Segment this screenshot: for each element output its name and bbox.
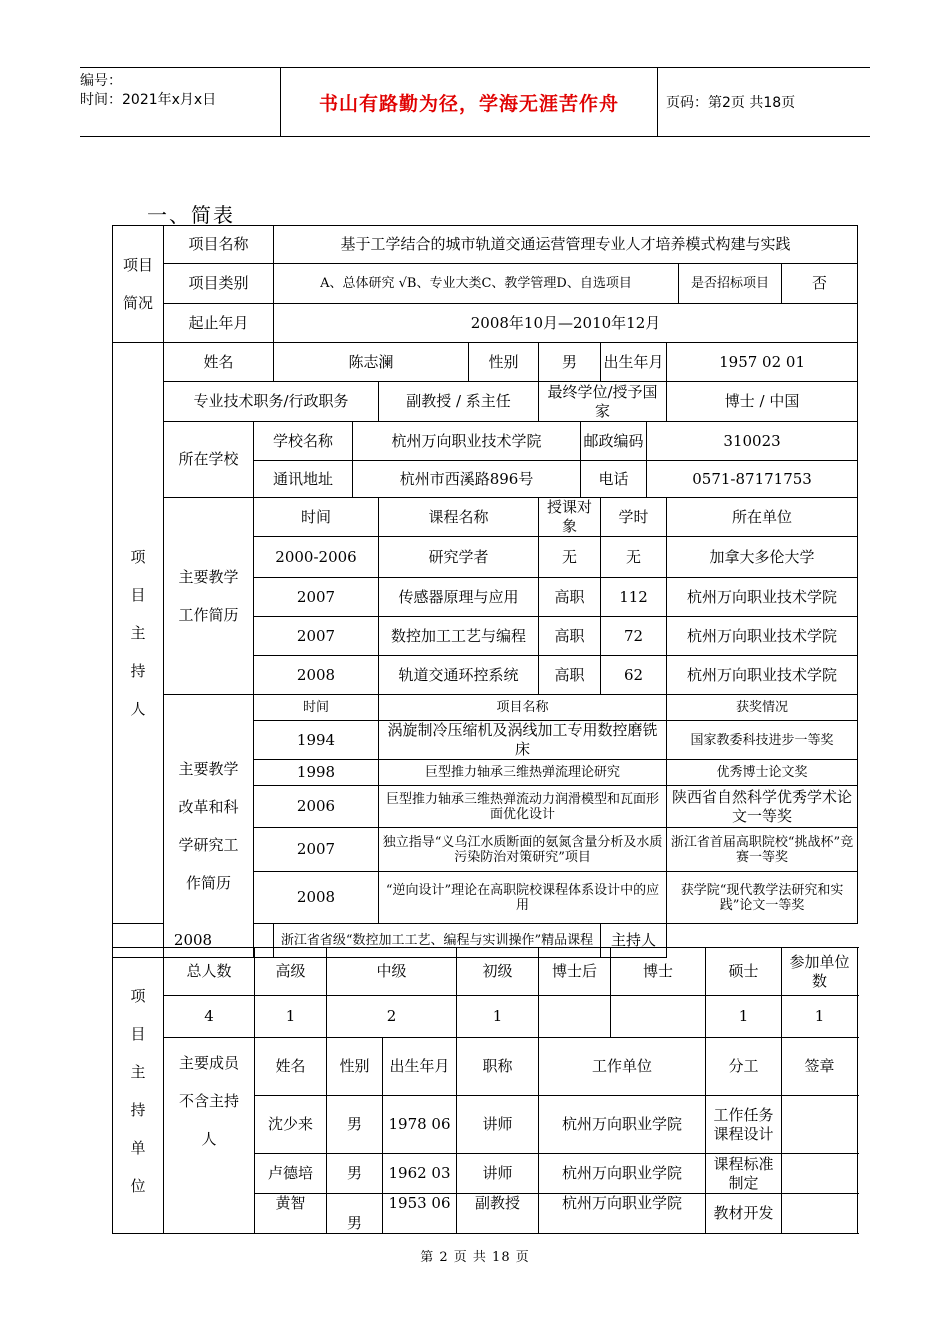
teaching-time: 2008 xyxy=(254,656,379,695)
teaching-course: 传感器原理与应用 xyxy=(379,578,539,617)
member-gender: 男 xyxy=(327,1096,383,1154)
stat-header: 博士 xyxy=(611,948,706,996)
member-birth: 1978 06 xyxy=(383,1096,457,1154)
bid-label: 是否招标项目 xyxy=(679,264,782,304)
teaching-hours: 72 xyxy=(601,617,667,656)
unit-group-label: 项目主持单位 xyxy=(113,948,164,1234)
teaching-time: 2000-2006 xyxy=(254,537,379,578)
research-header-award: 获奖情况 xyxy=(667,695,858,721)
postcode-label: 邮政编码 xyxy=(581,422,647,461)
members-group-label: 主要成员不含主持人 xyxy=(164,1038,255,1234)
project-group-label: 项目 简况 xyxy=(113,226,164,343)
member-title: 副教授 xyxy=(457,1194,539,1234)
time-label: 时间：2021年x月x日 xyxy=(80,92,217,108)
teaching-unit: 杭州万向职业技术学院 xyxy=(667,617,858,656)
teaching-group-label: 主要教学工作简历 xyxy=(164,498,254,695)
teaching-header-course: 课程名称 xyxy=(379,498,539,537)
gender-label: 性别 xyxy=(469,343,539,382)
degree-value: 博士 / 中国 xyxy=(667,382,858,422)
member-role: 工作任务课程设计 xyxy=(706,1096,782,1154)
teaching-header-audience: 授课对象 xyxy=(539,498,601,537)
stat-header: 参加单位数 xyxy=(782,948,858,996)
stat-value: 1 xyxy=(255,996,327,1038)
member-gender: 男 xyxy=(327,1194,383,1234)
address-value: 杭州市西溪路896号 xyxy=(353,461,581,498)
research-award: 国家教委科技进步一等奖 xyxy=(667,721,858,760)
member-name: 卢德培 xyxy=(255,1154,327,1194)
motto: 书山有路勤为径，学海无涯苦作舟 xyxy=(280,68,658,136)
teaching-hours: 62 xyxy=(601,656,667,695)
teaching-audience: 高职 xyxy=(539,617,601,656)
member-gender: 男 xyxy=(327,1154,383,1194)
address-label: 通讯地址 xyxy=(254,461,353,498)
member-birth: 1962 03 xyxy=(383,1154,457,1194)
degree-label: 最终学位/授予国家 xyxy=(539,382,667,422)
project-name-value: 基于工学结合的城市轨道交通运营管理专业人才培养模式构建与实践 xyxy=(274,226,858,264)
teaching-header-unit: 所在单位 xyxy=(667,498,858,537)
research-award: 浙江省首届高职院校“挑战杯”竞赛一等奖 xyxy=(667,828,858,872)
page-header xyxy=(80,67,870,137)
member-role: 课程标准制定 xyxy=(706,1154,782,1194)
member-header-unit: 工作单位 xyxy=(539,1038,706,1096)
section-title: 一、简表 xyxy=(147,203,235,227)
number-label: 编号： xyxy=(80,73,122,89)
stat-header: 中级 xyxy=(327,948,457,996)
research-project: 巨型推力轴承三维热弹流理论研究 xyxy=(379,760,667,786)
school-name-value: 杭州万向职业技术学院 xyxy=(353,422,581,461)
research-time: 2006 xyxy=(254,786,379,828)
project-type-label: 项目类别 xyxy=(164,264,274,304)
stat-value: 4 xyxy=(164,996,255,1038)
teaching-time: 2007 xyxy=(254,578,379,617)
phone-value: 0571-87171753 xyxy=(647,461,858,498)
research-time: 1998 xyxy=(254,760,379,786)
page-info: 页码：第2页 共18页 xyxy=(666,95,796,111)
teaching-course: 研究学者 xyxy=(379,537,539,578)
stat-header: 博士后 xyxy=(539,948,611,996)
period-label: 起止年月 xyxy=(164,304,274,343)
research-award: 优秀博士论文奖 xyxy=(667,760,858,786)
school-group-label: 所在学校 xyxy=(164,422,254,498)
research-time: 1994 xyxy=(254,721,379,760)
member-unit: 杭州万向职业学院 xyxy=(539,1154,706,1194)
member-sign xyxy=(782,1096,858,1154)
member-name: 沈少来 xyxy=(255,1096,327,1154)
research-time: 2008 xyxy=(254,872,379,924)
research-project: 浙江省省级“数控加工工艺、编程与实训操作”精品课程 xyxy=(274,924,601,958)
member-unit: 杭州万向职业学院 xyxy=(539,1096,706,1154)
member-header-role: 分工 xyxy=(706,1038,782,1096)
stat-value xyxy=(539,996,611,1038)
title-value: 副教授 / 系主任 xyxy=(379,382,539,422)
member-header-birth: 出生年月 xyxy=(383,1038,457,1096)
member-header-gender: 性别 xyxy=(327,1038,383,1096)
stat-value: 1 xyxy=(457,996,539,1038)
teaching-header-time: 时间 xyxy=(254,498,379,537)
research-header-time: 时间 xyxy=(254,695,379,721)
stat-header: 高级 xyxy=(255,948,327,996)
teaching-audience: 无 xyxy=(539,537,601,578)
research-project: 巨型推力轴承三维热弹流动力润滑模型和瓦面形面优化设计 xyxy=(379,786,667,828)
research-award: 陕西省自然科学优秀学术论文一等奖 xyxy=(667,786,858,828)
member-sign xyxy=(782,1154,858,1194)
research-award: 获学院“现代教学法研究和实践”论文一等奖 xyxy=(667,872,858,924)
research-project: 涡旋制冷压缩机及涡线加工专用数控磨铣床 xyxy=(379,721,667,760)
host-table xyxy=(112,342,858,958)
teaching-unit: 杭州万向职业技术学院 xyxy=(667,578,858,617)
stat-value: 1 xyxy=(706,996,782,1038)
project-table xyxy=(112,225,858,343)
teaching-unit: 杭州万向职业技术学院 xyxy=(667,656,858,695)
teaching-time: 2007 xyxy=(254,617,379,656)
page-footer: 第 2 页 共 18 页 xyxy=(420,1250,530,1265)
research-project: 独立指导“义乌江水质断面的氨氮含量分析及水质污染防治对策研究”项目 xyxy=(379,828,667,872)
stat-value: 1 xyxy=(782,996,858,1038)
project-type-value: A、总体研究 √B、专业大类C、教学管理D、自选项目 xyxy=(274,264,679,304)
stat-value xyxy=(611,996,706,1038)
phone-label: 电话 xyxy=(581,461,647,498)
member-header-sign: 签章 xyxy=(782,1038,858,1096)
stat-header: 总人数 xyxy=(164,948,255,996)
member-birth: 1953 06 xyxy=(383,1194,457,1234)
gender-value: 男 xyxy=(539,343,601,382)
title-label: 专业技术职务/行政职务 xyxy=(164,382,379,422)
birth-value: 1957 02 01 xyxy=(667,343,858,382)
member-role: 教材开发 xyxy=(706,1194,782,1234)
teaching-unit: 加拿大多伦大学 xyxy=(667,537,858,578)
teaching-hours: 无 xyxy=(601,537,667,578)
teaching-audience: 高职 xyxy=(539,578,601,617)
stat-value: 2 xyxy=(327,996,457,1038)
period-value: 2008年10月—2010年12月 xyxy=(274,304,858,343)
stat-header: 初级 xyxy=(457,948,539,996)
school-name-label: 学校名称 xyxy=(254,422,353,461)
research-award: 主持人 xyxy=(601,924,667,958)
bid-value: 否 xyxy=(782,264,858,304)
member-unit: 杭州万向职业学院 xyxy=(539,1194,706,1234)
host-name-label: 姓名 xyxy=(164,343,274,382)
birth-label: 出生年月 xyxy=(601,343,667,382)
member-sign xyxy=(782,1194,858,1234)
member-title: 讲师 xyxy=(457,1096,539,1154)
research-time: 2007 xyxy=(254,828,379,872)
host-group-label: 项目主持人 xyxy=(113,343,164,924)
teaching-course: 数控加工工艺与编程 xyxy=(379,617,539,656)
unit-table xyxy=(112,947,858,1234)
teaching-header-hours: 学时 xyxy=(601,498,667,537)
host-name-value: 陈志澜 xyxy=(274,343,469,382)
member-header-name: 姓名 xyxy=(255,1038,327,1096)
header-meta xyxy=(80,68,280,136)
postcode-value: 310023 xyxy=(647,422,858,461)
stat-header: 硕士 xyxy=(706,948,782,996)
project-name-label: 项目名称 xyxy=(164,226,274,264)
teaching-audience: 高职 xyxy=(539,656,601,695)
teaching-course: 轨道交通环控系统 xyxy=(379,656,539,695)
research-project: “逆向设计”理论在高职院校课程体系设计中的应用 xyxy=(379,872,667,924)
member-name: 黄智 xyxy=(255,1194,327,1234)
research-time: 2008 xyxy=(113,924,274,958)
teaching-hours: 112 xyxy=(601,578,667,617)
research-group-label: 主要教学改革和科学研究工作简历 xyxy=(164,695,254,958)
research-header-project: 项目名称 xyxy=(379,695,667,721)
member-title: 讲师 xyxy=(457,1154,539,1194)
member-header-title: 职称 xyxy=(457,1038,539,1096)
